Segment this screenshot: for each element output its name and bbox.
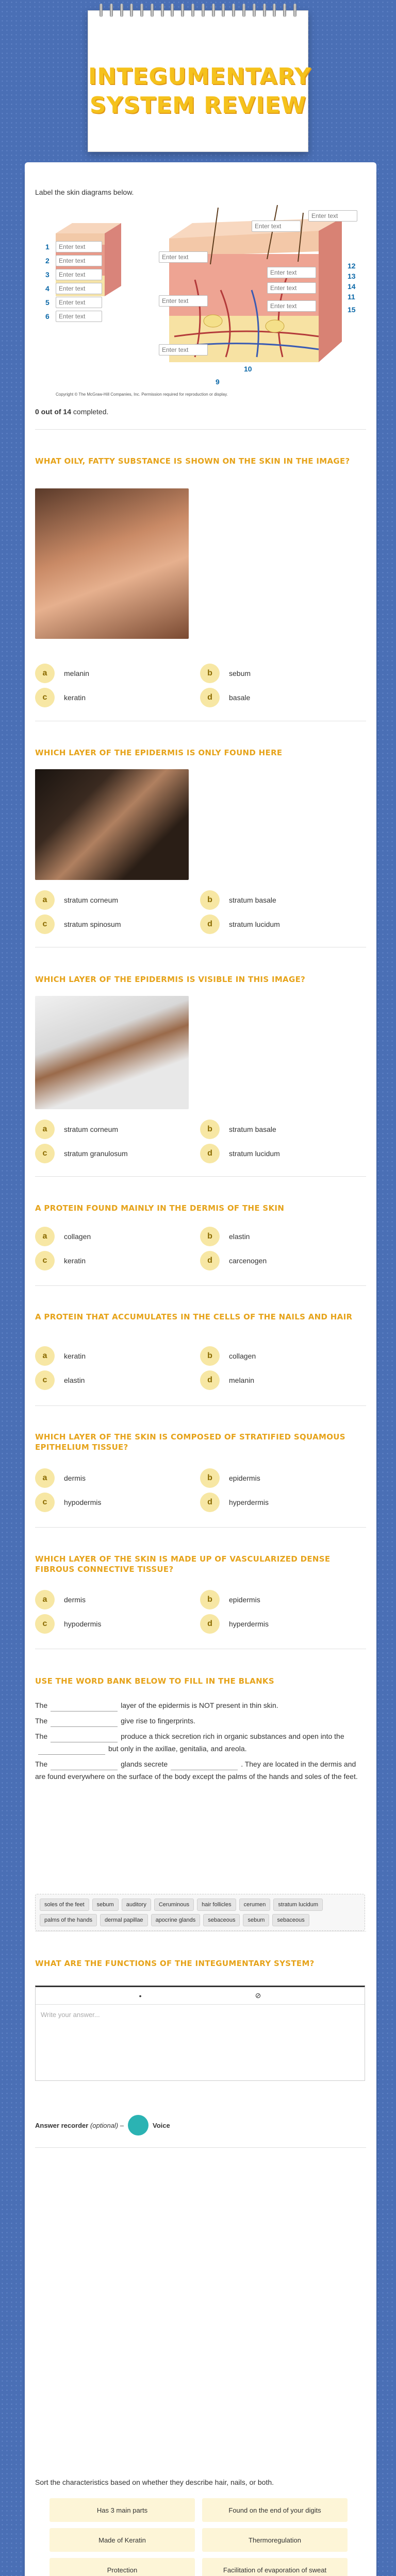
option-b[interactable] [200,1120,355,1139]
option-b[interactable] [200,1590,355,1609]
progress-text [35,408,108,416]
option-label: stratum lucidum [229,920,280,928]
word-chip[interactable]: sebaceous [203,1914,240,1926]
sort-card[interactable]: Thermoregulation [202,2528,348,2552]
label-input-1[interactable]: Enter text [56,241,102,252]
option-letter: c [35,1614,55,1634]
skin-diagram [40,202,365,398]
option-letter: b [200,890,220,910]
question-image-athlete [35,996,189,1109]
option-label: epidermis [229,1474,260,1482]
page-title: INTEGUMENTARY SYSTEM REVIEW [88,63,311,118]
option-letter: b [200,664,220,683]
label-input-6[interactable]: Enter text [56,311,102,322]
option-label: carcenogen [229,1257,267,1265]
diagram-number: 6 [45,312,50,320]
option-d[interactable] [200,1144,355,1163]
label-input-9[interactable]: Enter text [267,267,316,278]
option-d[interactable] [200,1251,355,1270]
option-label: dermis [64,1596,86,1604]
diagram-number: 9 [216,378,220,386]
option-label: hyperdermis [229,1498,269,1506]
passage-text: The [35,1760,48,1768]
sort-card[interactable]: Protection [50,2558,195,2576]
diagram-number: 11 [348,293,355,301]
option-letter: c [35,688,55,707]
option-letter: d [200,688,220,707]
word-chip[interactable]: dermal papillae [100,1914,148,1926]
option-c[interactable] [35,1144,190,1163]
option-a[interactable] [35,1120,190,1139]
option-letter: d [200,1144,220,1163]
word-chip[interactable]: hair follicles [197,1899,236,1911]
option-letter: a [35,1468,55,1488]
spiral-binding [100,4,296,18]
passage-text: produce a thick secretion rich in organic substances and open into the [121,1732,344,1740]
option-label: hypodermis [64,1498,102,1506]
passage-text: glands secrete [121,1760,168,1768]
progress-suffix: completed. [73,408,109,416]
label-input-2[interactable]: Enter text [56,255,102,266]
option-c[interactable] [35,1251,190,1270]
diagram-number: 1 [45,243,50,251]
option-label: collagen [64,1232,91,1241]
option-a[interactable] [35,1468,190,1488]
title-notepad [88,10,311,152]
blank-5[interactable] [51,1763,118,1770]
option-c[interactable] [35,914,190,934]
diagram-number: 10 [244,365,252,373]
word-chip[interactable]: palms of the hands [40,1914,97,1926]
option-label: epidermis [229,1596,260,1604]
word-chip[interactable]: soles of the feet [40,1899,89,1911]
question-title: WHICH LAYER OF THE SKIN IS MADE UP OF VASCULARIZED DENSE FIBROUS CONNECTIVE TISSUE? [35,1554,331,1574]
option-label: hypodermis [64,1620,102,1628]
option-label: melanin [64,669,90,677]
label-input-12[interactable]: Enter text [267,300,316,312]
blank-2[interactable] [51,1720,118,1727]
option-letter: d [200,914,220,934]
option-d[interactable] [200,1493,355,1512]
option-b[interactable] [200,1227,355,1246]
label-input-11[interactable]: Enter text [159,295,208,307]
option-b[interactable] [200,1468,355,1488]
option-letter: a [35,1120,55,1139]
option-letter: a [35,664,55,683]
option-label: dermis [64,1474,86,1482]
option-a[interactable] [35,1346,190,1366]
option-label: sebum [229,669,251,677]
diagram-number: 4 [45,284,50,293]
option-d[interactable] [200,1370,355,1390]
recorder-label: Answer recorder [35,2121,89,2129]
label-input-3[interactable]: Enter text [56,269,102,280]
option-label: stratum basale [229,896,276,904]
option-label: hyperdermis [229,1620,269,1628]
sort-card[interactable]: Has 3 main parts [50,2498,195,2522]
option-letter: c [35,914,55,934]
label-input-14[interactable]: Enter text [308,210,357,222]
option-letter: a [35,890,55,910]
option-letter: d [200,1614,220,1634]
passage-text: The [35,1701,48,1709]
option-c[interactable] [35,1370,190,1390]
option-letter: a [35,1227,55,1246]
option-label: keratin [64,1257,86,1265]
sort-card[interactable]: Found on the end of your digits [202,2498,348,2522]
question-title: WHAT ARE THE FUNCTIONS OF THE INTEGUMENTARY SYSTEM? [35,1959,315,1968]
question-title: A PROTEIN THAT ACCUMULATES IN THE CELLS OF THE NAILS AND HAIR [35,1312,353,1321]
passage-text: give rise to fingerprints. [121,1717,195,1725]
question-title: WHICH LAYER OF THE EPIDERMIS IS ONLY FOUND HERE [35,748,283,757]
option-b[interactable] [200,1346,355,1366]
worksheet [25,172,376,2576]
question-title: USE THE WORD BANK BELOW TO FILL IN THE BLANKS [35,1676,274,1686]
option-letter: c [35,1370,55,1390]
option-letter: a [35,1590,55,1609]
question-title: A PROTEIN FOUND MAINLY IN THE DERMIS OF THE SKIN [35,1204,285,1213]
option-letter: b [200,1468,220,1488]
passage-text: The [35,1732,48,1740]
label-input-5[interactable]: Enter text [56,297,102,308]
recorder-separator: – [120,2121,124,2129]
blank-4[interactable] [38,1748,105,1755]
option-a[interactable] [35,1590,190,1609]
option-d[interactable] [200,1614,355,1634]
option-a[interactable] [35,664,190,683]
option-label: melanin [229,1376,255,1384]
fill-blank-passage [35,1699,365,1783]
blank-3[interactable] [51,1735,118,1742]
answer-recorder [35,2115,170,2136]
clear-format-button[interactable]: ⊘ [255,1991,261,1999]
answer-placeholder: Write your answer... [41,2011,100,2019]
word-chip[interactable]: sebum [92,1899,119,1911]
question-title: WHAT OILY, FATTY SUBSTANCE IS SHOWN ON THE SKIN IN THE IMAGE? [35,456,350,466]
option-label: keratin [64,1352,86,1360]
option-label: stratum corneum [64,1125,119,1133]
answer-editor[interactable] [35,1986,365,2081]
progress-count: 0 out of 14 [35,408,72,416]
label-input-4[interactable]: Enter text [56,283,102,294]
passage-text: The [35,1717,48,1725]
option-letter: c [35,1144,55,1163]
word-chip[interactable]: stratum lucidum [273,1899,323,1911]
passage-text: . They are located in the dermis and are found everywhere on the surface of the body except the palms of the hands and soles of the feet. [35,1760,358,1781]
recorder-optional: (optional) [90,2121,119,2129]
option-label: collagen [229,1352,256,1360]
word-chip[interactable]: sebaceous [272,1914,309,1926]
question-title: WHICH LAYER OF THE SKIN IS COMPOSED OF STRATIFIED SQUAMOUS EPITHELIUM TISSUE? [35,1432,345,1452]
sort-instructions: Sort the characteristics based on whether they describe hair, nails, or both. [35,2478,274,2486]
question-image-face [35,488,189,639]
option-label: stratum basale [229,1125,276,1133]
option-letter: d [200,1370,220,1390]
label-input-7[interactable]: Enter text [252,221,301,232]
diagram-number: 12 [348,262,356,270]
option-label: stratum corneum [64,896,119,904]
option-d[interactable] [200,914,355,934]
blank-6[interactable] [171,1763,238,1770]
word-chip[interactable]: sebum [243,1914,269,1926]
diagram-number: 5 [45,298,50,307]
option-letter: c [35,1493,55,1512]
option-a[interactable] [35,1227,190,1246]
label-input-13[interactable]: Enter text [159,344,208,355]
label-input-10[interactable]: Enter text [267,282,316,294]
question-title: WHICH LAYER OF THE EPIDERMIS IS VISIBLE IN THIS IMAGE? [35,975,306,984]
option-letter: a [35,1346,55,1366]
copyright-note: Copyright © The McGraw-Hill Companies, Inc. Permission required for reproduction or display. [56,392,228,397]
question-image-hands [35,769,189,880]
option-b[interactable] [200,890,355,910]
diagram-number: 13 [348,272,356,280]
passage-text: but only in the axillae, genitalia, and areola. [108,1744,247,1753]
option-c[interactable] [35,1614,190,1634]
option-label: stratum granulosum [64,1149,128,1158]
option-label: basale [229,693,251,702]
blank-1[interactable] [51,1704,118,1711]
label-input-8[interactable]: Enter text [159,251,208,263]
option-a[interactable] [35,890,190,910]
diagram-instructions: Label the skin diagrams below. [35,188,134,196]
word-bank [35,1894,365,1931]
diagram-number: 2 [45,257,50,265]
word-chip[interactable]: cerumen [239,1899,271,1911]
option-b[interactable] [200,664,355,683]
option-letter: c [35,1251,55,1270]
word-chip[interactable]: apocrine glands [151,1914,201,1926]
option-d[interactable] [200,688,355,707]
option-letter: b [200,1227,220,1246]
word-chip[interactable]: Ceruminous [154,1899,194,1911]
option-c[interactable] [35,1493,190,1512]
diagram-number: 3 [45,270,50,279]
diagram-number: 15 [348,306,356,314]
record-voice-button[interactable] [128,2115,148,2136]
bullet-list-button[interactable]: • [139,1991,142,2000]
editor-toolbar [36,1987,365,2005]
option-letter: d [200,1251,220,1270]
option-label: elastin [64,1376,85,1384]
sort-card[interactable]: Made of Keratin [50,2528,195,2552]
option-label: stratum lucidum [229,1149,280,1158]
option-letter: d [200,1493,220,1512]
option-letter: b [200,1590,220,1609]
voice-label: Voice [153,2121,170,2129]
option-letter: b [200,1120,220,1139]
option-letter: b [200,1346,220,1366]
option-label: keratin [64,693,86,702]
option-label: elastin [229,1232,250,1241]
option-label: stratum spinosum [64,920,121,928]
word-chip[interactable]: auditory [122,1899,151,1911]
diagram-number: 14 [348,282,356,291]
sort-card[interactable]: Facilitation of evaporation of sweat [202,2558,348,2576]
passage-text: layer of the epidermis is NOT present in thin skin. [121,1701,278,1709]
option-c[interactable] [35,688,190,707]
